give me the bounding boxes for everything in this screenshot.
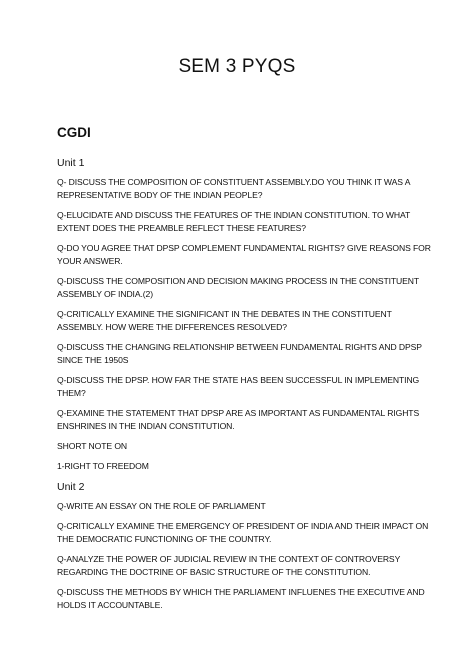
question-line: ASSEMBLY OF INDIA.(2) (57, 289, 153, 299)
question-paragraph (57, 176, 417, 202)
question-line: Q-DO YOU AGREE THAT DPSP COMPLEMENT FUNDAMENTAL RIGHTS? GIVE REASONS FOR (57, 243, 431, 253)
question-line: THEM? (57, 388, 86, 398)
question-paragraph (57, 341, 422, 367)
subject-heading: CGDI (57, 125, 91, 140)
question-paragraph (57, 374, 420, 400)
question-paragraph (57, 242, 431, 268)
question-paragraph (57, 460, 417, 473)
question-line: 1-RIGHT TO FREEDOM (57, 461, 149, 471)
question-paragraph (57, 407, 420, 433)
question-line: Q-WRITE AN ESSAY ON THE ROLE OF PARLIAMENT (57, 501, 266, 511)
question-paragraph (57, 440, 417, 453)
question-line: SHORT NOTE ON (57, 441, 128, 451)
question-line: Q-EXAMINE THE STATEMENT THAT DPSP ARE AS IMPORTANT AS FUNDAMENTAL RIGHTS (57, 408, 420, 418)
question-line: EXTENT DOES THE PREAMBLE REFLECT THESE FEATURES? (57, 223, 306, 233)
question-line: Q-ELUCIDATE AND DISCUSS THE FEATURES OF THE INDIAN CONSTITUTION. TO WHAT (57, 210, 411, 220)
question-paragraph (57, 586, 425, 612)
question-line: Q-CRITICALLY EXAMINE THE EMERGENCY OF PRESIDENT OF INDIA AND THEIR IMPACT ON (57, 521, 429, 531)
question-paragraph (57, 520, 429, 546)
document-body (57, 125, 431, 619)
question-paragraph (57, 275, 420, 301)
unit-2-heading: Unit 2 (57, 481, 85, 493)
question-line: Q-DISCUSS THE METHODS BY WHICH THE PARLIAMENT INFLUENES THE EXECUTIVE AND (57, 587, 425, 597)
question-line: Q-CRITICALLY EXAMINE THE SIGNIFICANT IN THE DEBATES IN THE CONSTITUENT (57, 309, 392, 319)
question-line: HOLDS IT ACCOUNTABLE. (57, 600, 163, 610)
question-paragraph (57, 209, 417, 235)
question-paragraph (57, 553, 417, 579)
question-line: Q-ANALYZE THE POWER OF JUDICIAL REVIEW IN THE CONTEXT OF CONTROVERSY (57, 554, 401, 564)
question-line: Q- DISCUSS THE COMPOSITION OF CONSTITUENT ASSEMBLY.DO YOU THINK IT WAS A (57, 177, 411, 187)
question-paragraph (57, 500, 417, 513)
question-line: SINCE THE 1950S (57, 355, 129, 365)
question-line: REPRESENTATIVE BODY OF THE INDIAN PEOPLE? (57, 190, 263, 200)
question-line: ASSEMBLY. HOW WERE THE DIFFERENCES RESOLVED? (57, 322, 287, 332)
question-line: Q-DISCUSS THE CHANGING RELATIONSHIP BETWEEN FUNDAMENTAL RIGHTS AND DPSP (57, 342, 422, 352)
question-line: Q-DISCUSS THE DPSP. HOW FAR THE STATE HAS BEEN SUCCESSFUL IN IMPLEMENTING (57, 375, 420, 385)
document-title: SEM 3 PYQS (178, 56, 296, 77)
question-line: ENSHRINES IN THE INDIAN CONSTITUTION. (57, 421, 235, 431)
unit-1-question-list (57, 176, 431, 473)
question-paragraph (57, 308, 417, 334)
unit-2-question-list (57, 500, 429, 612)
question-line: REGARDING THE DOCTRINE OF BASIC STRUCTURE OF THE CONSTITUTION. (57, 567, 371, 577)
question-line: Q-DISCUSS THE COMPOSITION AND DECISION MAKING PROCESS IN THE CONSTITUENT (57, 276, 420, 286)
question-line: THE DEMOCRATIC FUNCTIONING OF THE COUNTRY. (57, 534, 272, 544)
question-line: YOUR ANSWER. (57, 256, 123, 266)
unit-1-heading: Unit 1 (57, 157, 85, 169)
